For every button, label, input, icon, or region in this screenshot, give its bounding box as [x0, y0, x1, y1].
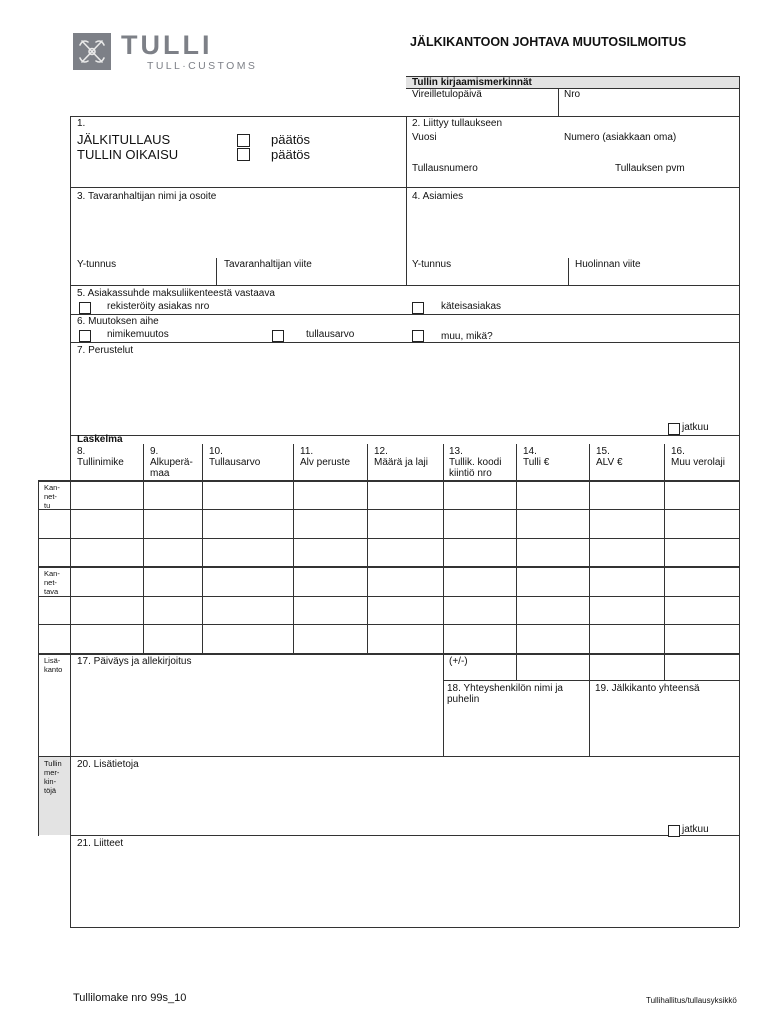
- col16-label: Muu verolaji: [671, 457, 725, 468]
- field4-ref: Huolinnan viite: [575, 259, 641, 270]
- side-label-collected: Kan- net- tu: [44, 483, 60, 510]
- year-label: Vuosi: [412, 132, 437, 143]
- logo-wordmark: TULLI: [121, 30, 213, 60]
- field5-label: 5. Asiakassuhde maksuliikenteestä vastaava: [77, 288, 275, 299]
- cash-customer-label: käteisasiakas: [441, 301, 502, 312]
- col14-label: Tulli €: [523, 457, 550, 468]
- form-number: Tullilomake nro 99s_10: [73, 992, 187, 1004]
- field3-y-id: Y-tunnus: [77, 259, 117, 270]
- other-reason-checkbox[interactable]: [412, 330, 424, 342]
- col13-label2: kiintiö nro: [449, 468, 492, 479]
- col9-label: Alkuperä-: [150, 457, 193, 468]
- customs-value-checkbox[interactable]: [272, 330, 284, 342]
- col11-num: 11.: [300, 446, 314, 457]
- col9-num: 9.: [150, 446, 159, 457]
- field19-label: 19. Jälkikanto yhteensä: [595, 683, 700, 694]
- col8-num: 8.: [77, 446, 86, 457]
- nro-label: Nro: [564, 89, 581, 100]
- field4-label: 4. Asiamies: [412, 191, 464, 202]
- field17-label: 17. Päiväys ja allekirjoitus: [77, 656, 192, 667]
- col8-label: Tullinimike: [77, 457, 124, 468]
- field7-continue-label: jatkuu: [682, 422, 709, 433]
- filed-date-label: Vireilletulopäivä: [412, 89, 482, 100]
- field18-label2: puhelin: [447, 694, 480, 705]
- decision1-label: päätös: [271, 132, 311, 147]
- col13-num: 13.: [449, 446, 463, 457]
- col15-label: ALV €: [596, 457, 623, 468]
- field7-label: 7. Perustelut: [77, 345, 134, 356]
- heading-change-checkbox[interactable]: [79, 330, 91, 342]
- side-label-customs-marks: Tullin mer- kin- töjä: [44, 759, 62, 795]
- registered-customer-label: rekisteröity asiakas nro: [107, 301, 210, 312]
- logo-emblem-icon: [73, 33, 111, 70]
- col13-label: Tullik. koodi: [449, 457, 502, 468]
- department-footer: Tullihallitus/tullausyksikkö: [646, 996, 737, 1005]
- cash-customer-checkbox[interactable]: [412, 302, 424, 314]
- customs-value-label: tullausarvo: [306, 329, 355, 340]
- col11-label: Alv peruste: [300, 457, 351, 468]
- col12-label: Määrä ja laji: [374, 457, 428, 468]
- decision2-checkbox[interactable]: [237, 148, 250, 161]
- field6-label: 6. Muutoksen aihe: [77, 316, 159, 327]
- heading-change-label: nimikemuutos: [107, 329, 169, 340]
- col10-num: 10.: [209, 446, 223, 457]
- col9-label2: maa: [150, 468, 170, 479]
- col15-num: 15.: [596, 446, 610, 457]
- field18-label: 18. Yhteyshenkilön nimi ja: [447, 683, 563, 694]
- side-label-additional: Lisä- kanto: [44, 656, 63, 674]
- col14-num: 14.: [523, 446, 537, 457]
- side-label-to-collect: Kan- net- tava: [44, 569, 60, 596]
- form-title: JÄLKIKANTOON JOHTAVA MUUTOSILMOITUS: [410, 35, 687, 49]
- col10-label: Tullausarvo: [209, 457, 261, 468]
- office-heading: Tullin kirjaamismerkinnät: [412, 77, 532, 88]
- col12-num: 12.: [374, 446, 388, 457]
- decision2-label: päätös: [271, 147, 311, 162]
- calc-heading: Laskelma: [77, 434, 123, 445]
- field1-customs-correction: TULLIN OIKAISU: [77, 147, 179, 162]
- col16-num: 16.: [671, 446, 685, 457]
- other-reason-label: muu, mikä?: [441, 331, 493, 342]
- decision1-checkbox[interactable]: [237, 134, 250, 147]
- field7-continue-checkbox[interactable]: [668, 423, 680, 435]
- registered-customer-checkbox[interactable]: [79, 302, 91, 314]
- tulli-logo: [73, 30, 273, 73]
- logo-subtitle: TULL·CUSTOMS: [147, 60, 258, 72]
- field3-label: 3. Tavaranhaltijan nimi ja osoite: [77, 191, 217, 202]
- clearance-number-label: Tullausnumero: [412, 163, 478, 174]
- field20-label: 20. Lisätietoja: [77, 759, 139, 770]
- field2-label: 2. Liittyy tullaukseen: [412, 118, 503, 129]
- field1-number: 1.: [77, 118, 86, 129]
- own-number-label: Numero (asiakkaan oma): [564, 132, 677, 143]
- field1-post-clearance: JÄLKITULLAUS: [77, 132, 171, 147]
- plus-minus-label: (+/-): [449, 656, 468, 667]
- field20-continue-checkbox[interactable]: [668, 825, 680, 837]
- field20-continue-label: jatkuu: [682, 824, 709, 835]
- field3-ref: Tavaranhaltijan viite: [224, 259, 312, 270]
- field21-label: 21. Liitteet: [77, 838, 124, 849]
- field4-y-id: Y-tunnus: [412, 259, 452, 270]
- clearance-date-label: Tullauksen pvm: [615, 163, 685, 174]
